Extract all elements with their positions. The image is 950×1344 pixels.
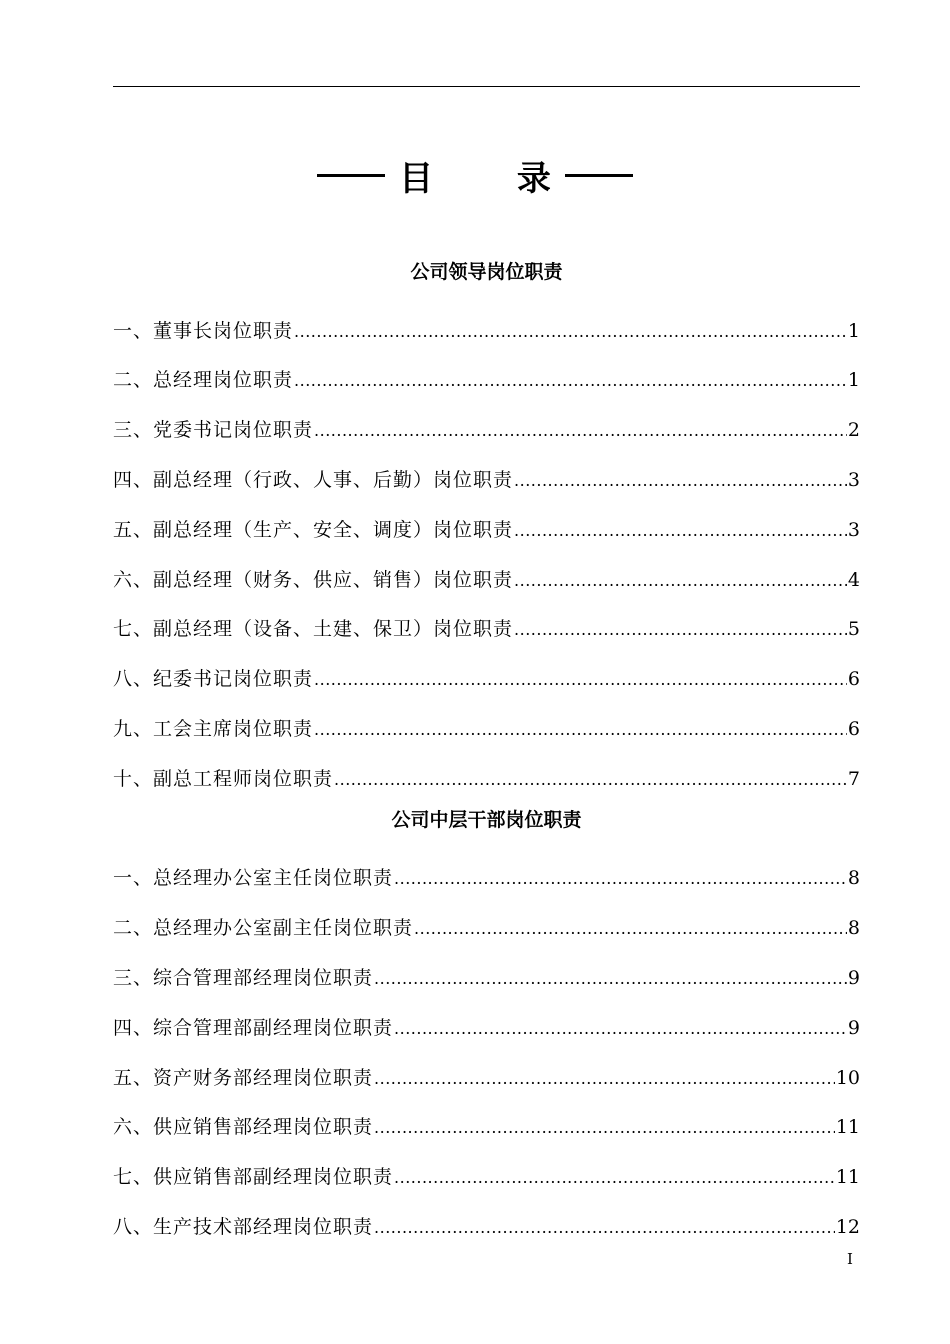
page-number: I [847,1250,853,1268]
toc-entry[interactable] [113,350,860,400]
toc-entry-label: 六、副总经理（财务、供应、销售）岗位职责 [113,568,514,591]
dot-leader [374,969,847,988]
toc-entry-label: 一、总经理办公室主任岗位职责 [113,867,394,890]
toc-entry-label: 二、总经理岗位职责 [113,369,294,392]
toc-entry[interactable] [113,399,860,449]
toc-entry[interactable] [113,300,860,350]
toc-entry-page: 11 [835,1116,860,1139]
toc-title [0,150,950,200]
toc-entry-label: 五、副总经理（生产、安全、调度）岗位职责 [113,518,514,541]
toc-entry-page: 1 [847,369,860,392]
toc-entry-page: 11 [835,1166,860,1189]
toc-entry[interactable] [113,1146,860,1196]
toc-entry-page: 2 [847,419,860,442]
toc-entry[interactable] [113,947,860,997]
toc-title-text: 目 录 [399,158,587,199]
title-dash-left [317,174,385,177]
toc-entry-label: 三、党委书记岗位职责 [113,419,314,442]
toc-entry-page: 5 [847,618,860,641]
toc-entry-label: 九、工会主席岗位职责 [113,717,314,740]
toc-entry[interactable] [113,1097,860,1147]
toc-entry-label: 五、资产财务部经理岗位职责 [113,1066,374,1089]
toc-entry-label: 八、生产技术部经理岗位职责 [113,1215,374,1238]
toc-entry-page: 4 [847,568,860,591]
section-heading: 公司中层干部岗位职责 [391,808,582,831]
toc-entry-page: 10 [835,1066,860,1089]
dot-leader [314,670,847,689]
toc-entry-page: 9 [847,1016,860,1039]
toc-entry-page: 8 [847,917,860,940]
dot-leader [394,1168,835,1187]
toc-entry-page: 3 [847,518,860,541]
toc-entry[interactable] [113,897,860,947]
toc-entry[interactable] [113,848,860,898]
toc-entry-label: 二、总经理办公室副主任岗位职责 [113,917,414,940]
dot-leader [374,1218,835,1237]
dot-leader [334,770,847,789]
dot-leader [294,322,847,341]
dot-leader [314,421,847,440]
section-heading: 公司领导岗位职责 [410,261,563,283]
header-rule [113,86,860,87]
toc-entry[interactable] [113,599,860,649]
dot-leader [514,521,847,540]
toc-entry[interactable] [113,1196,860,1246]
toc-entry-page: 8 [847,867,860,890]
toc-entry-label: 一、董事长岗位职责 [113,319,294,342]
dot-leader [414,919,847,938]
toc-entry-page: 7 [847,767,860,790]
dot-leader [514,620,847,639]
dot-leader [374,1069,835,1088]
toc-entry-label: 六、供应销售部经理岗位职责 [113,1116,374,1139]
toc-entry-label: 七、供应销售部副经理岗位职责 [113,1166,394,1189]
toc-entry-label: 八、纪委书记岗位职责 [113,668,314,691]
toc-entry[interactable] [113,449,860,499]
toc-entry-label: 四、综合管理部副经理岗位职责 [113,1016,394,1039]
toc-entry-label: 七、副总经理（设备、土建、保卫）岗位职责 [113,618,514,641]
toc-entry[interactable] [113,549,860,599]
toc-entry-page: 1 [847,319,860,342]
dot-leader [374,1118,835,1137]
toc-entry[interactable] [113,748,860,798]
toc-entry[interactable] [113,499,860,549]
toc-entry-page: 6 [847,717,860,740]
toc-entry-page: 3 [847,468,860,491]
dot-leader [514,471,847,490]
toc-entry-page: 9 [847,966,860,989]
toc-entry-label: 十、副总工程师岗位职责 [113,767,334,790]
toc-entry[interactable] [113,648,860,698]
dot-leader [514,571,847,590]
toc-entry-page: 12 [835,1215,860,1238]
toc-entry-label: 三、综合管理部经理岗位职责 [113,966,374,989]
toc-entry-label: 四、副总经理（行政、人事、后勤）岗位职责 [113,468,514,491]
table-of-contents [113,250,860,1246]
dot-leader [294,371,847,390]
toc-entry[interactable] [113,1047,860,1097]
dot-leader [394,869,847,888]
toc-entry-page: 6 [847,668,860,691]
toc-entry[interactable] [113,698,860,748]
toc-entry[interactable] [113,997,860,1047]
dot-leader [314,720,847,739]
dot-leader [394,1019,847,1038]
title-dash-right [565,174,633,177]
